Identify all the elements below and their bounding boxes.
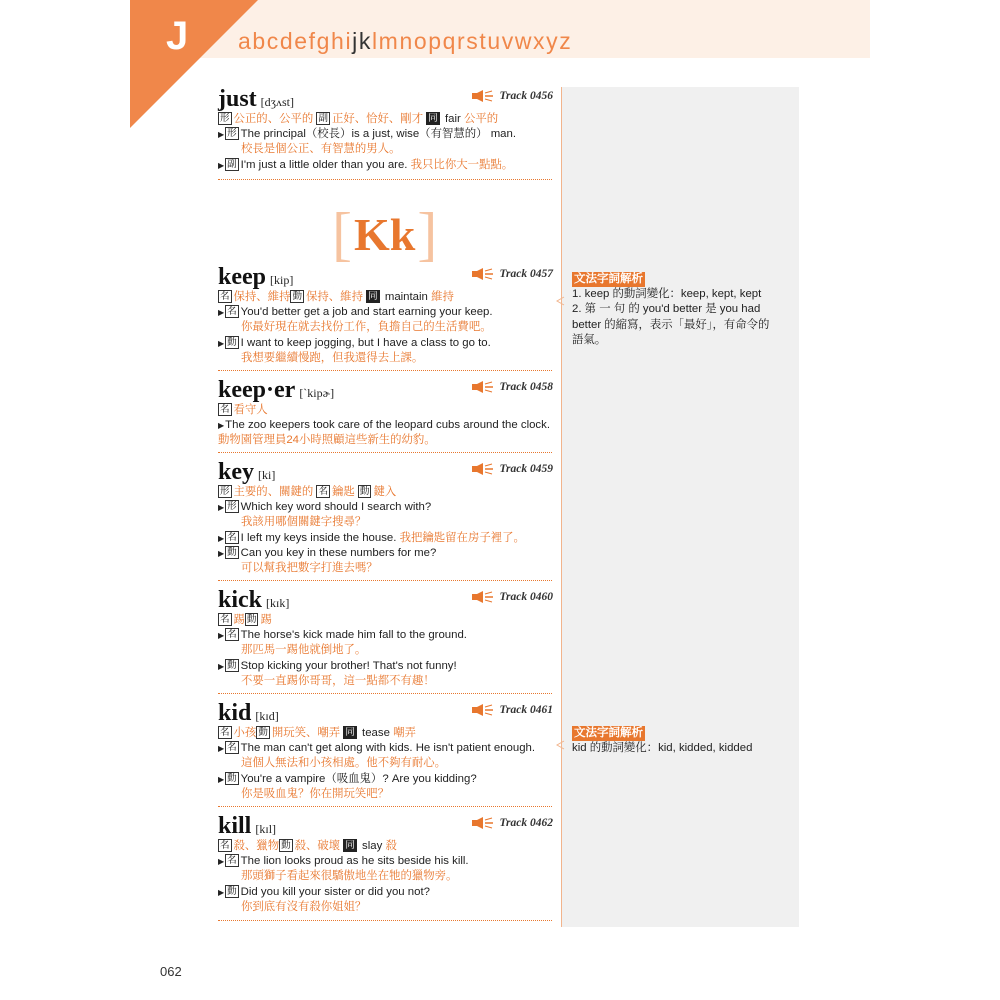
track-label: Track 0462 [499, 817, 553, 829]
example-cn: 校長是個公正、有智慧的男人。 [241, 143, 401, 156]
entry-separator [218, 452, 552, 453]
example: ▶ 動 Did you kill your sister or did you not? [218, 885, 430, 898]
pos-tag: 動 [227, 659, 237, 671]
audio-track[interactable] [472, 463, 553, 475]
example-en: You're a vampire（吸血鬼）? Are you kidding? [240, 772, 477, 785]
example-cn: 那頭獅子看起來很驕傲地坐在牠的獵物旁。 [241, 870, 458, 883]
entry-separator [218, 806, 552, 807]
definition-text: 小孩 [233, 727, 257, 739]
example: ▶ 名 You'd better get a job and start earning your keep. [218, 306, 493, 319]
definition-text: 殺、獵物 [233, 840, 280, 852]
definition-text: 開玩笑、嘲弄 [271, 727, 341, 739]
pronunciation: [kip] [270, 273, 294, 287]
definition [218, 839, 553, 854]
synonym-meaning: 公平的 [463, 113, 499, 125]
example-cn: 我該用哪個關鍵字搜尋？ [241, 516, 367, 529]
example: ▶ 動 I want to keep jogging, but I have a class to go to. [218, 336, 491, 349]
track-label: Track 0458 [499, 381, 553, 393]
example-en: The man can't get along with kids. He isn't patient enough. [240, 742, 536, 755]
headword: key [218, 459, 254, 485]
synonym-meaning: 殺 [385, 840, 397, 852]
headword: just [218, 86, 257, 112]
pos-tag: 名 [227, 742, 237, 754]
headword: keep·er [218, 377, 296, 403]
definition-text: 踢 [233, 614, 245, 626]
pronunciation: [ki] [258, 468, 276, 482]
example: ▶ 副 I'm just a little older than you are. 我只比你大一點點。 [218, 158, 514, 171]
grammar-note-kid [572, 726, 794, 756]
example: ▶ 名 The horse's kick made him fall to the ground. [218, 629, 467, 642]
entry-kid [218, 700, 553, 802]
pronunciation: [kɪd] [255, 709, 279, 723]
entry-key [218, 459, 553, 576]
definition-text: 鑰匙 [331, 486, 355, 498]
definition-text: 殺、破壞 [294, 840, 341, 852]
entry-separator [218, 370, 552, 371]
definition [218, 726, 553, 741]
example-cn: 動物園管理員24小時照顧這些新生的幼豹。 [218, 434, 436, 447]
pos-tag: 名 [227, 531, 237, 543]
example-cn: 我把鑰匙留在房子裡了。 [399, 531, 525, 544]
example: ▶The zoo keepers took care of the leopard cubs around the clock. [218, 419, 550, 432]
synonym: tease [362, 727, 390, 739]
example-en: Which key word should I search with? [240, 501, 432, 514]
synonym-tag: 同 [345, 840, 355, 851]
example-en: I want to keep jogging, but I have a class to go to. [240, 336, 491, 349]
example-en: Did you kill your sister or did you not? [240, 885, 430, 898]
speaker-icon[interactable] [472, 591, 494, 603]
note-line: 語氣。 [572, 333, 607, 346]
example-en: I'm just a little older than you are. [240, 158, 408, 171]
example-en: The zoo keepers took care of the leopard cubs around the clock. [225, 419, 550, 432]
note-line: 2. 第 一 句 的 you'd better 是 you had [572, 303, 761, 316]
entry-separator [218, 920, 552, 921]
pos-tag: 形 [227, 501, 237, 513]
pos-tag: 名 [318, 486, 328, 497]
definition [218, 485, 553, 500]
pos-tag: 形 [220, 113, 230, 124]
entry-separator [218, 179, 552, 180]
pronunciation: [ˋkipɚ] [299, 386, 335, 400]
entry-keeper [218, 377, 553, 449]
speaker-icon[interactable] [472, 90, 494, 102]
pos-tag: 動 [227, 336, 237, 348]
pronunciation: [dʒʌst] [260, 95, 294, 109]
pos-tag: 名 [220, 840, 230, 851]
notch-icon [555, 296, 565, 306]
pronunciation: [kɪl] [255, 822, 277, 836]
pos-tag: 名 [227, 855, 237, 867]
example-cn: 你最好現在就去找份工作，負擔自己的生活費吧。 [241, 321, 492, 334]
audio-track[interactable] [472, 704, 553, 716]
pos-tag: 動 [246, 614, 257, 625]
definition-text: 保持、維持 [233, 291, 291, 303]
synonym: slay [362, 840, 383, 852]
entry-separator [218, 693, 552, 694]
track-label: Track 0460 [499, 591, 553, 603]
pos-tag: 副 [227, 158, 237, 170]
pos-tag: 動 [258, 727, 268, 738]
pos-tag: 動 [359, 486, 370, 497]
grammar-note-keep [572, 272, 794, 348]
chapter-letter: J [166, 14, 189, 58]
alphabet-current[interactable]: jk [352, 28, 372, 54]
example: ▶ 動 Can you key in these numbers for me? [218, 546, 437, 559]
example-cn: 我只比你大一點點。 [410, 158, 514, 171]
track-label: Track 0456 [499, 90, 553, 102]
example: ▶ 形 Which key word should I search with? [218, 501, 432, 514]
section-heading: [ Kk ] [332, 201, 438, 267]
alphabet-before[interactable]: abcdefghi [238, 28, 353, 54]
example: ▶ 名 The man can't get along with kids. He isn't patient enough. [218, 742, 536, 755]
pos-tag: 名 [220, 291, 230, 302]
audio-track[interactable] [472, 381, 553, 393]
definition-text: 踢 [260, 614, 272, 626]
example: ▶ 動 Stop kicking your brother! That's not funny! [218, 659, 457, 672]
audio-track[interactable] [472, 591, 553, 603]
pos-tag: 名 [220, 727, 230, 738]
definition [218, 613, 553, 628]
synonym-meaning: 維持 [431, 291, 454, 303]
note-title: 文法字詞解析 [572, 272, 645, 287]
synonym-tag: 同 [345, 727, 355, 738]
definition [218, 112, 553, 127]
pos-tag: 名 [220, 614, 230, 625]
example-cn: 這個人無法和小孩相處。他不夠有耐心。 [241, 757, 447, 770]
audio-track[interactable] [472, 268, 553, 280]
track-label: Track 0457 [499, 268, 553, 280]
example-en: The principal（校長）is a just, wise（有智慧的） man. [240, 128, 517, 141]
example-cn: 可以幫我把數字打進去嗎？ [241, 562, 378, 575]
example: ▶ 形 The principal（校長）is a just, wise（有智慧的） man. [218, 128, 517, 141]
definition-text: 主要的、關鍵的 [233, 486, 314, 498]
track-label: Track 0459 [499, 463, 553, 475]
pos-tag: 動 [292, 291, 302, 302]
speaker-icon[interactable] [472, 817, 494, 829]
pos-tag: 動 [281, 840, 291, 851]
pos-tag: 名 [227, 629, 237, 641]
example: ▶ 名 I left my keys inside the house. 我把鑰匙留在房子裡了。 [218, 531, 525, 544]
example-en: I left my keys inside the house. [240, 531, 397, 544]
synonym: maintain [384, 291, 428, 303]
definition-text: 看守人 [233, 404, 268, 416]
definition [218, 403, 553, 418]
speaker-icon[interactable] [472, 463, 494, 475]
entry-just [218, 86, 553, 173]
pos-tag: 形 [220, 486, 230, 497]
page-number: 062 [160, 964, 182, 979]
example-en: You'd better get a job and start earning your keep. [240, 306, 493, 319]
note-line: 1. keep 的動詞變化：keep, kept, kept [572, 288, 762, 301]
example: ▶ 名 The lion looks proud as he sits beside his kill. [218, 855, 469, 868]
notes-sidebar [562, 87, 799, 927]
example-cn: 你到底有沒有殺你姐姐？ [241, 900, 367, 913]
alphabet-index [238, 28, 572, 55]
synonym-tag: 同 [368, 291, 378, 302]
notch-icon [555, 740, 565, 750]
speaker-icon[interactable] [472, 704, 494, 716]
example-cn: 不要一直踢你哥哥，這一點都不有趣！ [241, 674, 435, 687]
example: ▶ 動 You're a vampire（吸血鬼）? Are you kidding? [218, 772, 477, 785]
headword: keep [218, 264, 266, 290]
speaker-icon[interactable] [472, 381, 494, 393]
note-line: better 的縮寫，表示「最好」，有命令的 [572, 318, 770, 331]
synonym-meaning: 嘲弄 [393, 727, 416, 739]
entry-kill [218, 813, 553, 915]
entry-separator [218, 580, 552, 581]
example-en: The horse's kick made him fall to the ground. [240, 629, 467, 642]
pos-tag: 副 [318, 113, 328, 124]
pos-tag: 形 [227, 128, 237, 140]
headword: kid [218, 700, 252, 726]
example-en: Stop kicking your brother! That's not funny! [240, 659, 457, 672]
example-cn: 我想要繼續慢跑，但我還得去上課。 [241, 351, 424, 364]
synonym: fair [444, 113, 461, 125]
definition-text: 正好、恰好、剛才 [331, 113, 424, 125]
example-cn: 那匹馬一踢他就倒地了。 [241, 644, 367, 657]
pos-tag: 動 [227, 772, 237, 784]
alphabet-after[interactable]: lmnopqrstuvwxyz [371, 28, 573, 54]
pos-tag: 動 [227, 885, 237, 897]
entry-keep [218, 264, 553, 366]
pos-tag: 名 [220, 404, 230, 415]
definition-text: 公正的、公平的 [233, 113, 314, 125]
headword: kick [218, 587, 263, 613]
entry-kick [218, 587, 553, 689]
synonym-tag: 同 [428, 113, 438, 124]
headword: kill [218, 813, 252, 839]
speaker-icon[interactable] [472, 268, 494, 280]
pos-tag: 動 [227, 546, 237, 558]
audio-track[interactable] [472, 817, 553, 829]
definition-text: 保持、維持 [306, 291, 363, 303]
example-cn: 你是吸血鬼？你在開玩笑吧？ [241, 787, 390, 800]
note-title: 文法字詞解析 [572, 726, 645, 741]
example-en: The lion looks proud as he sits beside his kill. [240, 855, 469, 868]
note-line: kid 的動詞變化：kid, kidded, kidded [572, 742, 753, 755]
definition-text: 鍵入 [373, 486, 397, 498]
column-divider [561, 87, 562, 927]
pronunciation: [kɪk] [266, 596, 290, 610]
pos-tag: 名 [227, 306, 237, 318]
example-en: Can you key in these numbers for me? [240, 546, 437, 559]
track-label: Track 0461 [499, 704, 553, 716]
audio-track[interactable] [472, 90, 553, 102]
definition [218, 290, 553, 305]
section-letter: Kk [353, 209, 416, 260]
